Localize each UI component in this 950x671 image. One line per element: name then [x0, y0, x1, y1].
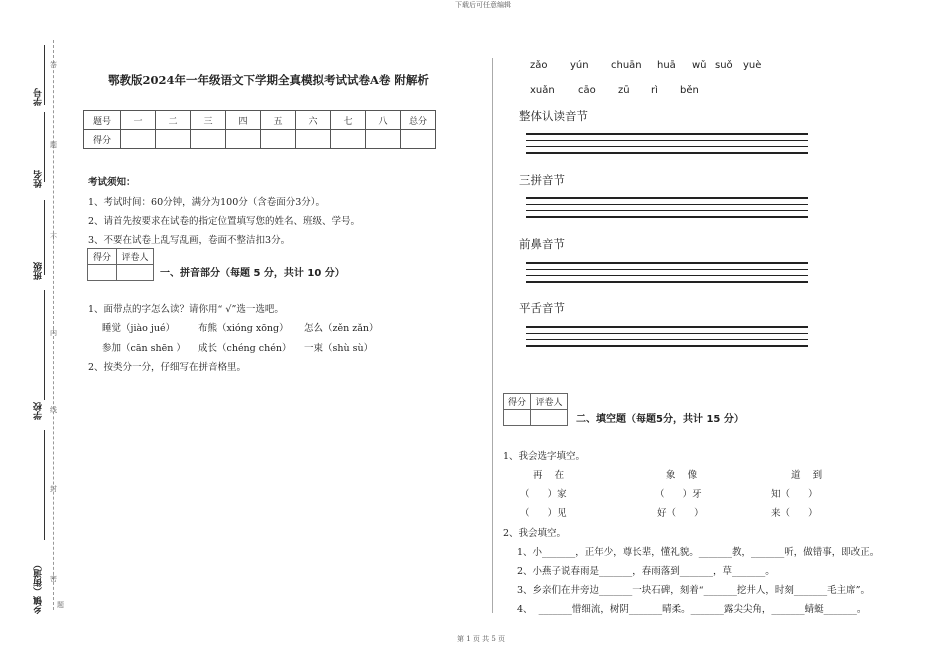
pinyin-writing-grid[interactable] [526, 197, 808, 223]
grader-score-label: 得分 [504, 394, 531, 410]
table-cell: 七 [331, 111, 366, 130]
fill-sentence[interactable]: 4、 _______惜细流，树阴_______晴柔。_______露尖尖角，_______蜻蜓_______。 [517, 604, 867, 615]
table-cell: 三 [191, 111, 226, 130]
fill-sentence[interactable]: 1、小_______，正年少，尊长辈，懂礼貌。_______教，_______听，做错事，即改正。 [517, 547, 880, 558]
pinyin-item: rì [651, 85, 658, 96]
score-cell[interactable] [261, 130, 296, 149]
column-divider [492, 58, 493, 613]
binding-label-school: 学校 [34, 402, 44, 420]
score-cell[interactable] [366, 130, 401, 149]
question-text: 2、按类分一分，仔细写在拼音格里。 [88, 362, 247, 373]
score-cell[interactable] [121, 130, 156, 149]
table-cell: 五 [261, 111, 296, 130]
score-cell[interactable] [191, 130, 226, 149]
exam-title: 鄂教版2024年一年级语文下学期全真模拟考试试卷A卷 附解析 [108, 73, 429, 87]
word-pair: 再 在 [533, 470, 565, 481]
fill-blank[interactable]: （ ）见 [520, 508, 567, 519]
cut-word: 不 [50, 233, 57, 241]
score-table-score-row [84, 130, 436, 149]
question-text: 1、面带点的字怎么读？请你用“ √”选一选吧。 [88, 304, 284, 315]
table-cell: 一 [121, 111, 156, 130]
fill-blank[interactable]: （ ）家 [520, 489, 567, 500]
score-cell[interactable] [296, 130, 331, 149]
pinyin-choice[interactable]: 布熊（xióng xōng） [198, 323, 289, 334]
pinyin-writing-grid[interactable] [526, 326, 808, 352]
score-table-header-row [84, 111, 436, 130]
pinyin-item: yún [570, 60, 589, 71]
pinyin-item: běn [680, 85, 699, 96]
pinyin-choice[interactable]: 一束（shù sù） [304, 343, 374, 354]
category-label: 平舌音节 [519, 301, 565, 315]
cut-word: 题 [57, 601, 64, 609]
pinyin-choice[interactable]: 睡觉（jiào jué） [102, 323, 176, 334]
cut-word: 线 [50, 406, 57, 414]
binding-label-class: 班级 [34, 262, 44, 280]
table-cell: 二 [156, 111, 191, 130]
grader-reviewer-cell[interactable] [117, 265, 154, 281]
cut-word: 内 [50, 329, 57, 337]
pinyin-item: zū [618, 85, 630, 96]
score-cell[interactable] [226, 130, 261, 149]
pinyin-item: cāo [578, 85, 596, 96]
question-text: 1、我会选字填空。 [503, 451, 586, 462]
pinyin-item: huā [657, 60, 676, 71]
word-pair: 象 像 [666, 470, 698, 481]
fill-blank[interactable]: （ ）牙 [655, 489, 702, 500]
category-label: 三拼音节 [519, 173, 565, 187]
pinyin-writing-grid[interactable] [526, 262, 808, 288]
cut-word: 答 [50, 61, 57, 69]
grader-box [503, 393, 568, 426]
score-cell[interactable] [331, 130, 366, 149]
pinyin-item: yuè [743, 60, 762, 71]
pinyin-item: wǔ [692, 60, 707, 71]
notice-item: 2、请首先按要求在试卷的指定位置填写您的姓名、班级、学号。 [88, 216, 361, 227]
fill-sentence[interactable]: 2、小燕子说春雨是_______，春雨落到_______，草_______。 [517, 566, 775, 577]
word-pair: 道 到 [791, 470, 823, 481]
score-cell[interactable] [156, 130, 191, 149]
grader-reviewer-cell[interactable] [531, 410, 568, 426]
table-cell: 题号 [84, 111, 121, 130]
pinyin-item: zǎo [530, 60, 548, 71]
notice-heading: 考试须知： [88, 177, 136, 188]
page-footer: 第 1 页 共 5 页 [457, 635, 506, 643]
grader-reviewer-label: 评卷人 [531, 394, 568, 410]
header-note: 下载后可任意编辑 [455, 1, 511, 9]
binding-line [44, 430, 45, 540]
category-label: 整体认读音节 [519, 109, 588, 123]
score-cell[interactable] [401, 130, 436, 149]
section1-title: 一、拼音部分（每题 5 分，共计 10 分） [160, 268, 345, 279]
binding-line [44, 290, 45, 400]
section2-title: 二、填空题（每题5分，共计 15 分） [576, 414, 744, 425]
question-text: 2、我会填空。 [503, 528, 567, 539]
fill-blank[interactable]: 来（ ） [771, 508, 818, 519]
cut-word: 题 [50, 141, 57, 149]
table-cell: 四 [226, 111, 261, 130]
table-cell: 总分 [401, 111, 436, 130]
grader-score-label: 得分 [88, 249, 117, 265]
pinyin-choice[interactable]: 怎么（zěn zǎn） [304, 323, 379, 334]
table-cell: 得分 [84, 130, 121, 149]
fill-blank[interactable]: 知（ ） [771, 489, 818, 500]
fill-blank[interactable]: 好（ ） [657, 508, 704, 519]
grader-box [87, 248, 154, 281]
score-table [83, 110, 436, 149]
pinyin-item: chuān [611, 60, 642, 71]
cut-word: 密 [50, 575, 57, 583]
notice-item: 1、考试时间：60分钟，满分为100分（含卷面分3分）。 [88, 197, 326, 208]
table-cell: 六 [296, 111, 331, 130]
binding-label-town: 乡镇（街道） [34, 560, 44, 614]
grader-score-cell[interactable] [504, 410, 531, 426]
binding-label-student-id: 学号 [34, 88, 44, 106]
pinyin-choice[interactable]: 参加（cān shēn ） [102, 343, 186, 354]
binding-dashed-line [53, 40, 54, 610]
grader-reviewer-label: 评卷人 [117, 249, 154, 265]
grader-score-cell[interactable] [88, 265, 117, 281]
notice-item: 3、不要在试卷上乱写乱画，卷面不整洁扣3分。 [88, 235, 291, 246]
binding-label-name: 姓名 [34, 170, 44, 188]
pinyin-item: suǒ [715, 60, 733, 71]
category-label: 前鼻音节 [519, 237, 565, 251]
pinyin-item: xuǎn [530, 85, 555, 96]
fill-sentence[interactable]: 3、乡亲们在井旁边_______一块石碑，刻着“_______挖井人，时刻_______毛主席”。 [517, 585, 871, 596]
pinyin-writing-grid[interactable] [526, 133, 808, 159]
table-cell: 八 [366, 111, 401, 130]
pinyin-choice[interactable]: 成长（chéng chén） [198, 343, 292, 354]
cut-word: 封 [50, 485, 57, 493]
